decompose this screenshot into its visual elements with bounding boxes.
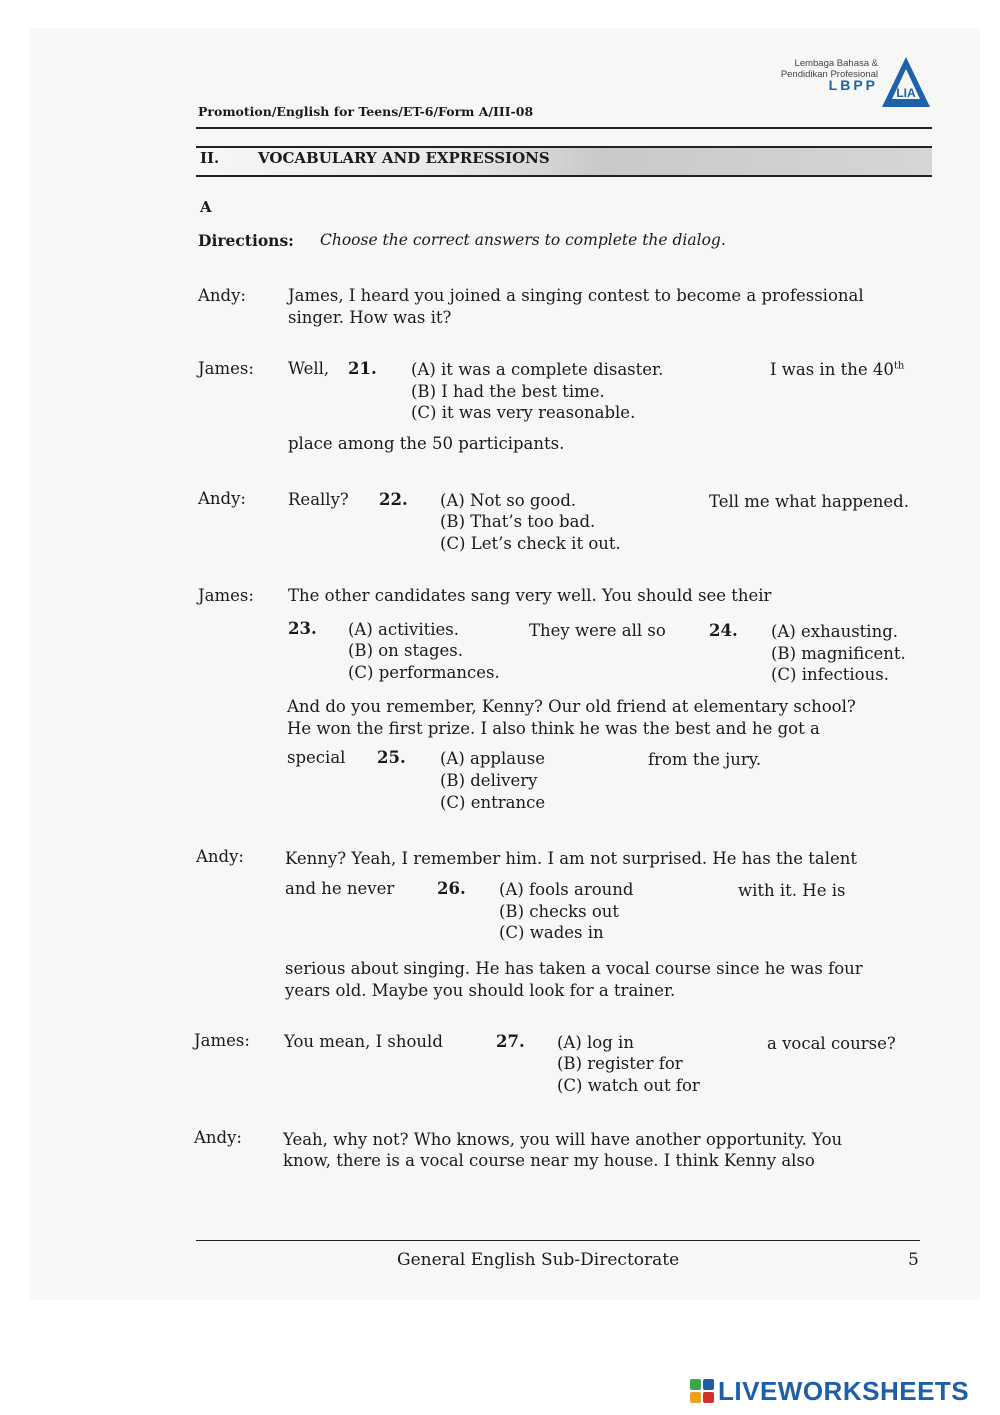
dialog-after-21: I was in the 40 (770, 360, 894, 379)
speaker-andy: Andy: (196, 847, 244, 866)
form-code: Promotion/English for Teens/ET-6/Form A/III-08 (198, 104, 534, 119)
ordinal-suffix: th (893, 360, 905, 372)
question-number: 25. (377, 748, 406, 767)
speaker-andy: Andy: (194, 1128, 242, 1147)
dialog-line: know, there is a vocal course near my house. I think Kenny also (283, 1151, 815, 1170)
speaker-james: James: (198, 359, 254, 378)
section-number: II. (200, 149, 220, 167)
option-27-b[interactable]: (B) register for (557, 1054, 683, 1073)
question-number: 24. (709, 621, 738, 640)
org-lbpp: LBPP (828, 77, 878, 93)
option-23-a[interactable]: (A) activities. (348, 620, 460, 639)
part-label: A (200, 198, 212, 216)
speaker-james: James: (194, 1031, 250, 1050)
speaker-james: James: (198, 586, 254, 605)
option-24-c[interactable]: (C) infectious. (771, 665, 889, 684)
question-number: 23. (288, 619, 317, 638)
dialog-line: and he never (285, 879, 395, 898)
dialog-line: Tell me what happened. (709, 492, 909, 511)
question-number: 22. (379, 490, 408, 509)
footer-text: General English Sub-Directorate (397, 1250, 680, 1270)
option-22-b[interactable]: (B) That’s too bad. (440, 512, 596, 531)
dialog-line: He won the first prize. I also think he was the best and he got a (287, 719, 820, 738)
question-number: 21. (348, 359, 377, 378)
option-21-a[interactable]: (A) it was a complete disaster. (411, 360, 664, 379)
directions-text: Choose the correct answers to complete the dialog. (320, 231, 726, 249)
footer-rule (196, 1240, 920, 1241)
option-24-a[interactable]: (A) exhausting. (771, 622, 899, 641)
option-25-c[interactable]: (C) entrance (440, 793, 546, 812)
dialog-line: place among the 50 participants. (288, 434, 565, 453)
option-21-c[interactable]: (C) it was very reasonable. (411, 403, 636, 422)
dialog-line: with it. He is (738, 881, 846, 900)
dialog-line: serious about singing. He has taken a vocal course since he was four (285, 959, 863, 978)
dialog-line: And do you remember, Kenny? Our old friend at elementary school? (287, 697, 856, 716)
liveworksheets-text: LIVEWORKSHEETS (718, 1375, 970, 1406)
option-23-b[interactable]: (B) on stages. (348, 641, 464, 660)
dialog-line: They were all so (529, 621, 666, 640)
page-number: 5 (908, 1250, 919, 1270)
liveworksheets-logo (690, 1375, 969, 1407)
option-21-b[interactable]: (B) I had the best time. (411, 382, 605, 401)
lia-logo-icon (880, 55, 932, 111)
option-26-b[interactable]: (B) checks out (499, 902, 620, 921)
speaker-andy: Andy: (198, 286, 246, 305)
dialog-line (770, 360, 904, 379)
org-lia: LIA (896, 86, 916, 100)
directions-label: Directions: (198, 231, 294, 250)
dialog-line: Really? (288, 490, 349, 509)
section-title: VOCABULARY AND EXPRESSIONS (258, 149, 550, 167)
dialog-line: Yeah, why not? Who knows, you will have another opportunity. You (283, 1130, 843, 1149)
speaker-andy: Andy: (198, 489, 246, 508)
option-24-b[interactable]: (B) magnificent. (771, 644, 906, 663)
option-25-a[interactable]: (A) applause (440, 749, 545, 768)
option-22-c[interactable]: (C) Let’s check it out. (440, 534, 621, 553)
option-26-a[interactable]: (A) fools around (499, 880, 634, 899)
dialog-line: Kenny? Yeah, I remember him. I am not surprised. He has the talent (285, 849, 857, 868)
option-23-c[interactable]: (C) performances. (348, 663, 500, 682)
question-number: 26. (437, 879, 466, 898)
header-rule (196, 127, 932, 129)
dialog-line: years old. Maybe you should look for a trainer. (285, 981, 676, 1000)
dialog-line: from the jury. (648, 750, 762, 769)
dialog-line: The other candidates sang very well. You should see their (288, 586, 772, 605)
dialog-line: You mean, I should (284, 1032, 443, 1051)
org-line-1: Lembaga Bahasa & (794, 58, 878, 69)
org-line-2: Pendidikan Profesional (780, 69, 878, 80)
option-25-b[interactable]: (B) delivery (440, 771, 538, 790)
liveworksheets-grid-icon (690, 1379, 714, 1403)
dialog-line: James, I heard you joined a singing contest to become a professional (288, 286, 864, 305)
option-27-a[interactable]: (A) log in (557, 1033, 634, 1052)
dialog-line: a vocal course? (767, 1034, 896, 1053)
option-27-c[interactable]: (C) watch out for (557, 1076, 700, 1095)
worksheet-page (30, 28, 980, 1300)
org-name (781, 58, 878, 91)
dialog-line: special (287, 748, 346, 767)
option-22-a[interactable]: (A) Not so good. (440, 491, 577, 510)
question-number: 27. (496, 1032, 525, 1051)
dialog-line: singer. How was it? (288, 308, 452, 327)
option-26-c[interactable]: (C) wades in (499, 923, 604, 942)
dialog-line: Well, (288, 359, 330, 378)
